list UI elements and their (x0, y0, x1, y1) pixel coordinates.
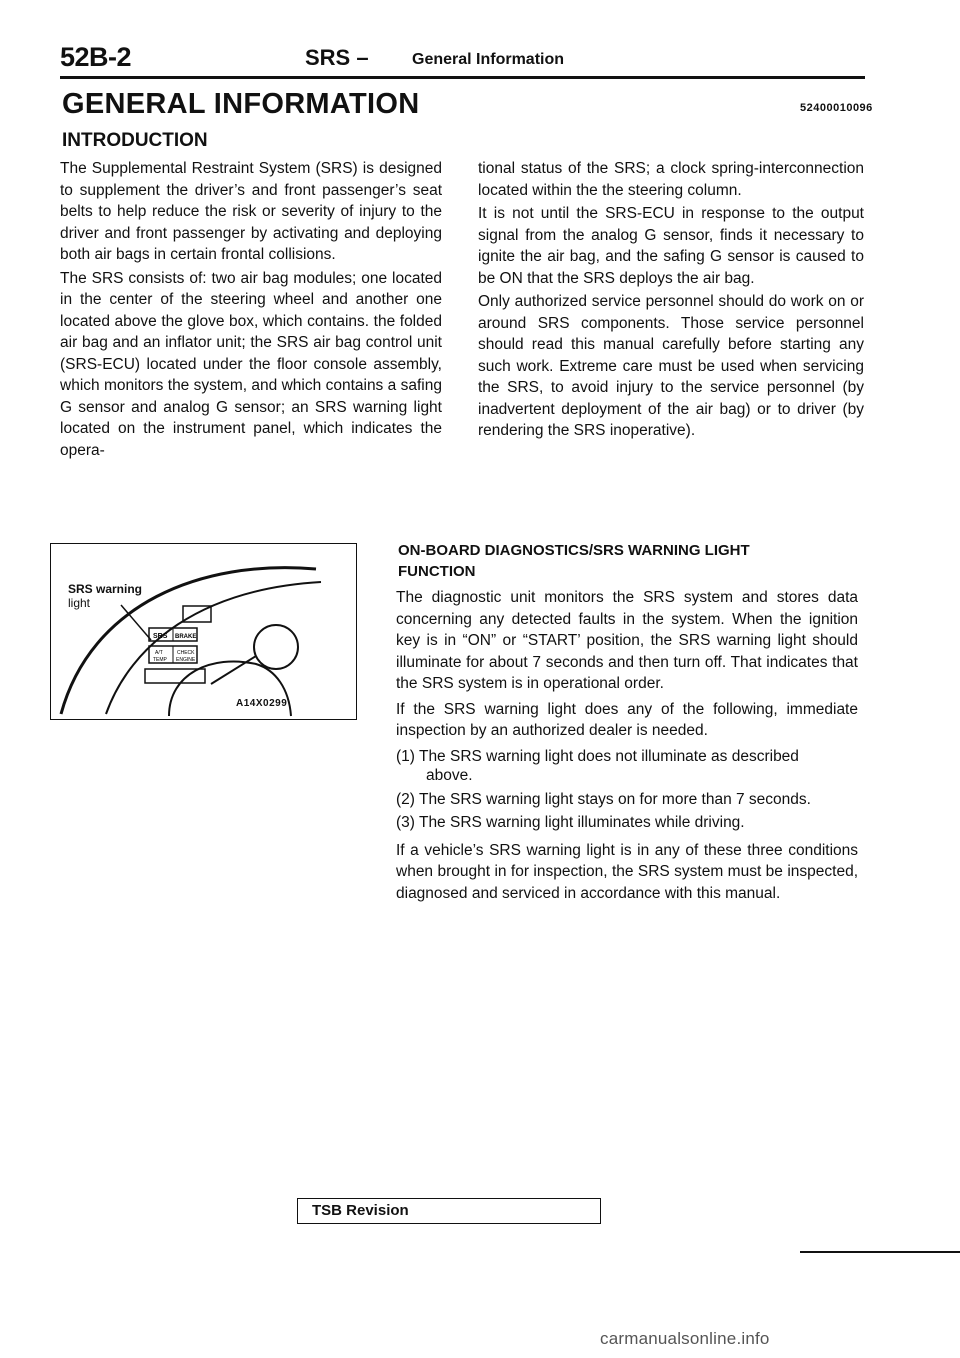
list-item (396, 789, 858, 811)
panel-label-temp: TEMP (153, 657, 167, 663)
title-code: 52400010096 (800, 102, 873, 114)
panel-label-engine: ENGINE (176, 657, 196, 663)
figure-label-light: light (68, 596, 91, 610)
diagnostics-paragraph-2: If the SRS warning light does any of the following, immediate inspection by an authorized dealer is needed. (396, 700, 858, 739)
intro-left-column (60, 158, 442, 463)
page-title: GENERAL INFORMATION (62, 88, 420, 120)
intro-paragraph-3: tional status of the SRS; a clock spring-interconnection located within the the steering column. (478, 160, 864, 199)
header-rule (60, 76, 865, 79)
diagnostics-paragraph-1: The diagnostic unit monitors the SRS system and stores data concerning any detected faults in the system. When the ignition key is in “ON” or “START’ position, the SRS warning light should illuminate for about 7 seconds and then turn off. That indicates that the SRS system is in operational order. (396, 589, 858, 692)
header-section: SRS – (305, 45, 369, 70)
list-item-line: (3) The SRS warning light illuminates while driving. (396, 814, 745, 831)
list-item (396, 812, 858, 834)
cluster-inner-arc (106, 582, 321, 714)
panel-label-at: A/T (155, 650, 163, 656)
footer-rule (800, 1251, 960, 1253)
intro-paragraph-2: The SRS consists of: two air bag modules; one located in the center of the steering wheel and another one located above the glove box, which contains. the folded air bag and an inflator unit; the SRS air bag control unit (SRS-ECU) located under the floor console assembly, which monitors the system, and which contains a safing G sensor and analog G sensor; an SRS warning light located on the instrument panel, which indicates the opera- (60, 269, 442, 459)
intro-right-column (478, 158, 864, 444)
figure-code: A14X0299 (236, 698, 288, 709)
instrument-cluster-illustration (51, 544, 356, 719)
watermark[interactable]: carmanualsonline.info (600, 1329, 770, 1348)
figure-label-srs-warning: SRS warning (68, 582, 143, 596)
tsb-revision-box (297, 1198, 601, 1224)
instrument-panel-figure (50, 543, 357, 720)
intro-paragraph-4: It is not until the SRS-ECU in response to the output signal from the analog G sensor, finds it necessary to ignite the air bag, and the safing G sensor is caused to be ON that the SRS deploys the air bag. (478, 205, 864, 287)
list-item-continuation: above. (426, 767, 473, 784)
header-code: 52B-2 (60, 42, 132, 72)
panel-label-brake: BRAKE (175, 634, 197, 640)
tsb-revision-label: TSB Revision (312, 1202, 409, 1219)
diagnostics-heading: ON-BOARD DIAGNOSTICS/SRS WARNING LIGHT FUNCTION (398, 542, 750, 580)
panel-label-check: CHECK (177, 650, 195, 656)
intro-paragraph-1: The Supplemental Restraint System (SRS) is designed to supplement the driver’s and front passenger’s seat belts to help reduce the risk or severity of injury to the driver and front passenger by activating and deploying both air bags in certain frontal collisions. (60, 160, 442, 263)
list-item-line: (1) The SRS warning light does not illuminate as described (396, 747, 799, 765)
list-item-line: (2) The SRS warning light stays on for more than 7 seconds. (396, 790, 811, 808)
intro-heading: INTRODUCTION (62, 130, 208, 151)
panel-label-srs: SRS (153, 633, 168, 640)
diagnostics-closing: If a vehicle’s SRS warning light is in any of these three conditions when brought in for inspection, the SRS system must be inspected, diagnosed and serviced in accordance with this manual. (396, 841, 858, 902)
gauge-pivot-circle (254, 625, 298, 669)
list-item (396, 746, 858, 787)
intro-paragraph-5: Only authorized service personnel should do work on or around SRS components. Those service personnel should read this manual carefully before starting any such work. Extreme care must be used when servicing the SRS, to avoid injury to the service personnel (by inadvertent deployment of the air bag) or to driver (by rendering the SRS inoperative). (478, 293, 864, 439)
diagnostics-body (396, 587, 858, 908)
gauge-needle (211, 656, 256, 684)
header-subtitle: General Information (412, 51, 565, 68)
